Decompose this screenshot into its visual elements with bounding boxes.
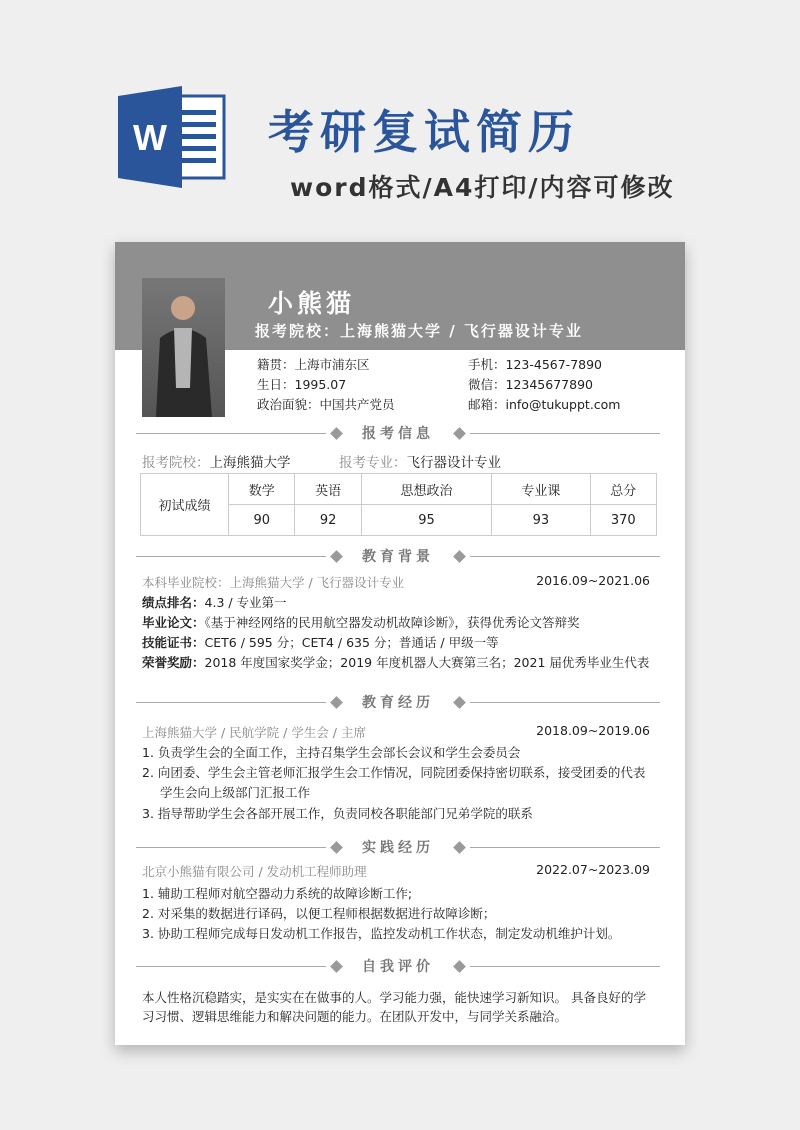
score-header: 总分	[590, 474, 656, 505]
phone: 手机：123-4567-7890	[468, 357, 603, 372]
section-header-edu-bg: 教育背景	[136, 548, 660, 564]
major-value: 飞行器设计专业	[406, 455, 501, 471]
field-label: 毕业论文：	[142, 615, 205, 630]
wechat: 微信：12345677890	[468, 377, 593, 392]
list-item: 2. 向团委、学生会主管老师汇报学生会工作情况，同院团委保持密切联系，接受团委的代表	[142, 765, 646, 780]
edu-bg-date: 2016.09~2021.06	[536, 573, 650, 588]
field-label: 绩点排名：	[142, 595, 205, 610]
score-header: 英语	[295, 474, 361, 505]
resume-page	[115, 242, 685, 1045]
score-value: 92	[295, 505, 361, 536]
major-label: 报考专业：	[339, 455, 407, 471]
list-item: 3. 指导帮助学生会各部开展工作，负责同校各职能部门兄弟学院的联系	[142, 806, 533, 821]
list-item: 1. 辅助工程师对航空器动力系统的故障诊断工作;	[142, 886, 413, 901]
word-icon	[118, 86, 226, 188]
score-table	[140, 473, 657, 536]
score-header: 专业课	[492, 474, 590, 505]
score-value: 93	[492, 505, 590, 536]
field-value: 2018 年度国家奖学金；2019 年度机器人大赛第三名；2021 届优秀毕业生代表	[204, 655, 650, 670]
school-value: 上海熊猫大学	[209, 455, 291, 471]
field-label: 荣誉奖励：	[142, 655, 205, 670]
email: 邮箱：info@tukuppt.com	[468, 397, 621, 412]
banner-subtitle: word格式/A4打印/内容可修改	[290, 173, 675, 202]
score-row-label: 初试成绩	[141, 474, 229, 536]
field-value: CET6 / 595 分；CET4 / 635 分；普通话 / 甲级一等	[204, 635, 499, 650]
self-eval-line: 本人性格沉稳踏实，是实实在在做事的人。学习能力强，能快速学习新知识。 具备良好的学	[142, 990, 646, 1005]
field-value: 4.3 / 专业第一	[204, 595, 287, 610]
practice-meta: 北京小熊猫有限公司 / 发动机工程师助理	[142, 864, 367, 879]
field-label: 技能证书：	[142, 635, 205, 650]
politics: 政治面貌：中国共产党员	[257, 397, 395, 412]
section-header-practice: 实践经历	[136, 839, 660, 855]
banner-title: 考研复试简历	[268, 105, 580, 159]
list-item-continued: 学生会向上级部门汇报工作	[160, 785, 311, 800]
self-eval-line: 习习惯、逻辑思维能力和解决问题的能力。在团队开发中，与同学关系融洽。	[142, 1009, 568, 1024]
edu-exp-date: 2018.09~2019.06	[536, 723, 650, 738]
school-label: 报考院校：	[142, 455, 210, 471]
practice-date: 2022.07~2023.09	[536, 862, 650, 877]
candidate-name: 小熊猫	[268, 289, 356, 318]
svg-text:W: W	[133, 117, 167, 158]
score-header: 数学	[229, 474, 295, 505]
field-value: 《基于神经网络的民用航空器发动机故障诊断》，获得优秀论文答辩奖	[204, 615, 580, 630]
list-item: 2. 对采集的数据进行译码，以便工程师根据数据进行故障诊断；	[142, 906, 496, 921]
section-header-apply: 报考信息	[136, 425, 660, 441]
score-value: 95	[361, 505, 491, 536]
hometown: 籍贯：上海市浦东区	[257, 357, 370, 372]
list-item: 3. 协助工程师完成每日发动机工作报告，监控发动机工作状态，制定发动机维护计划。	[142, 926, 621, 941]
score-header: 思想政治	[361, 474, 491, 505]
score-value: 370	[590, 505, 656, 536]
apply-line: 报考院校：上海熊猫大学 / 飞行器设计专业	[255, 322, 583, 340]
profile-photo	[142, 278, 225, 417]
section-header-self: 自我评价	[136, 958, 660, 974]
score-value: 90	[229, 505, 295, 536]
edu-bg-meta: 本科毕业院校：上海熊猫大学 / 飞行器设计专业	[142, 575, 405, 590]
section-header-edu-exp: 教育经历	[136, 694, 660, 710]
birth: 生日：1995.07	[257, 377, 347, 392]
list-item: 1. 负责学生会的全面工作，主持召集学生会部长会议和学生会委员会	[142, 745, 521, 760]
edu-exp-meta: 上海熊猫大学 / 民航学院 / 学生会 / 主席	[142, 725, 366, 740]
